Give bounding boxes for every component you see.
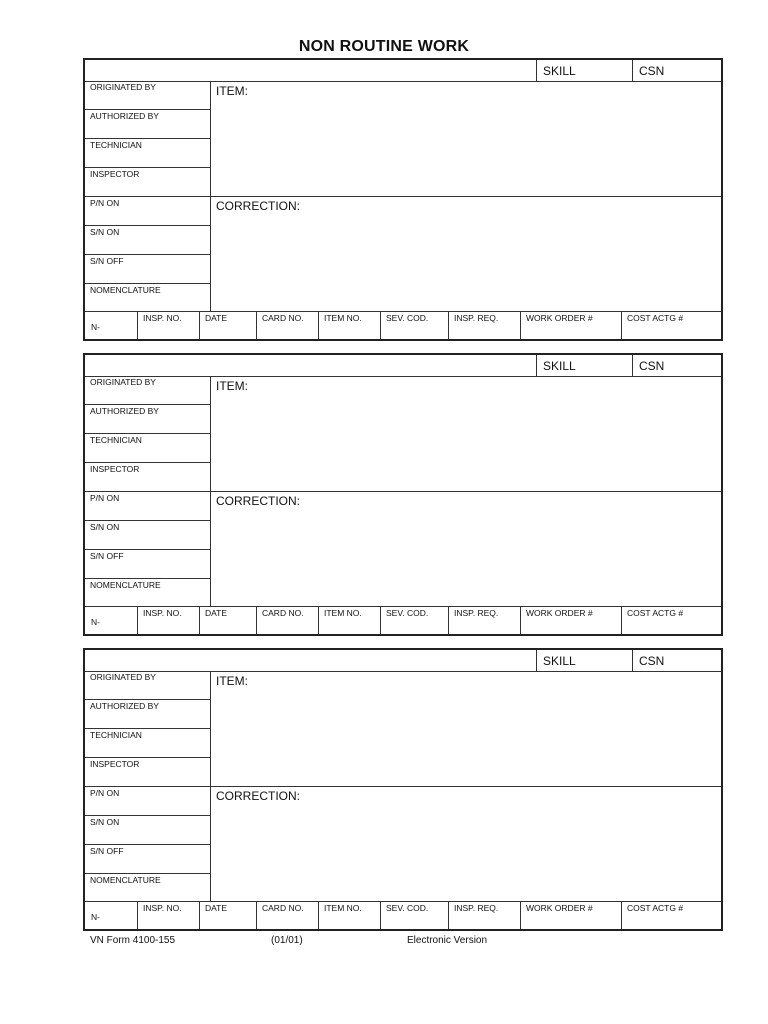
correction-label: CORRECTION: [216, 494, 300, 508]
correction-area[interactable] [211, 197, 721, 311]
field-inspector[interactable] [85, 463, 210, 492]
column-label: CARD NO. [262, 313, 304, 323]
item-label: ITEM: [216, 674, 248, 688]
column-label: INSP. NO. [143, 608, 182, 618]
field-label: P/N ON [90, 788, 120, 798]
cell-insp-no[interactable] [138, 902, 199, 929]
column-label: COST ACTG # [627, 608, 684, 618]
field-label: NOMENCLATURE [90, 580, 161, 590]
correction-label: CORRECTION: [216, 199, 300, 213]
field-nomenclature[interactable] [85, 284, 210, 313]
item-area[interactable] [211, 672, 721, 786]
field-s-n-on[interactable] [85, 816, 210, 845]
cell-date[interactable] [200, 607, 256, 634]
cell-date[interactable] [200, 902, 256, 929]
field-label: NOMENCLATURE [90, 875, 161, 885]
field-s-n-on[interactable] [85, 521, 210, 550]
cell-item-no[interactable] [319, 607, 380, 634]
correction-label: CORRECTION: [216, 789, 300, 803]
field-authorized-by[interactable] [85, 110, 210, 139]
field-label: ORIGINATED BY [90, 672, 156, 682]
cell-card-no[interactable] [257, 607, 318, 634]
field-label: NOMENCLATURE [90, 285, 161, 295]
field-p-n-on[interactable] [85, 197, 210, 226]
csn-label: CSN [639, 359, 665, 373]
column-label: INSP. REQ. [454, 903, 499, 913]
column-label: INSP. REQ. [454, 313, 499, 323]
csn-label: CSN [639, 654, 665, 668]
field-label: S/N ON [90, 227, 120, 237]
column-label: CARD NO. [262, 903, 304, 913]
column-label: DATE [205, 608, 228, 618]
field-authorized-by[interactable] [85, 405, 210, 434]
cell-date[interactable] [200, 312, 256, 339]
column-label: ITEM NO. [324, 313, 362, 323]
cell-insp-req[interactable] [449, 607, 520, 634]
correction-area[interactable] [211, 787, 721, 901]
field-label: ORIGINATED BY [90, 377, 156, 387]
column-label: COST ACTG # [627, 313, 684, 323]
skill-label: SKILL [543, 359, 576, 373]
cell-card-no[interactable] [257, 312, 318, 339]
column-label: INSP. REQ. [454, 608, 499, 618]
field-label: AUTHORIZED BY [90, 111, 159, 121]
item-area[interactable] [211, 377, 721, 491]
field-s-n-off[interactable] [85, 255, 210, 284]
column-label: DATE [205, 313, 228, 323]
cell-sev-cod[interactable] [381, 902, 448, 929]
field-originated-by[interactable] [85, 376, 210, 405]
column-label: DATE [205, 903, 228, 913]
field-technician[interactable] [85, 729, 210, 758]
n-label: N- [91, 912, 100, 922]
column-label: WORK ORDER # [526, 608, 593, 618]
field-p-n-on[interactable] [85, 787, 210, 816]
form-revision: (01/01) [271, 935, 303, 946]
cell-insp-no[interactable] [138, 607, 199, 634]
skill-separator [536, 355, 537, 376]
cell-work-order[interactable] [521, 607, 621, 634]
field-label: S/N OFF [90, 846, 124, 856]
field-label: TECHNICIAN [90, 435, 142, 445]
field-technician[interactable] [85, 434, 210, 463]
nrw-card-1 [83, 58, 723, 341]
column-label: COST ACTG # [627, 903, 684, 913]
cell-insp-req[interactable] [449, 902, 520, 929]
skill-label: SKILL [543, 64, 576, 78]
field-originated-by[interactable] [85, 81, 210, 110]
cell-cost-actg[interactable] [622, 607, 721, 634]
field-label: AUTHORIZED BY [90, 701, 159, 711]
item-label: ITEM: [216, 379, 248, 393]
cell-sev-cod[interactable] [381, 312, 448, 339]
field-s-n-on[interactable] [85, 226, 210, 255]
field-authorized-by[interactable] [85, 700, 210, 729]
item-label: ITEM: [216, 84, 248, 98]
skill-label: SKILL [543, 654, 576, 668]
csn-label: CSN [639, 64, 665, 78]
column-label: ITEM NO. [324, 903, 362, 913]
field-label: P/N ON [90, 493, 120, 503]
field-originated-by[interactable] [85, 671, 210, 700]
field-label: S/N OFF [90, 551, 124, 561]
column-label: WORK ORDER # [526, 903, 593, 913]
n-label: N- [91, 322, 100, 332]
nrw-card-2 [83, 353, 723, 636]
field-label: AUTHORIZED BY [90, 406, 159, 416]
field-label: INSPECTOR [90, 759, 140, 769]
cell-work-order[interactable] [521, 312, 621, 339]
field-label: P/N ON [90, 198, 120, 208]
field-label: S/N ON [90, 817, 120, 827]
cell-sev-cod[interactable] [381, 607, 448, 634]
form-title: NON ROUTINE WORK [298, 38, 470, 55]
csn-separator [632, 650, 633, 671]
column-label: INSP. NO. [143, 313, 182, 323]
correction-area[interactable] [211, 492, 721, 606]
column-label: WORK ORDER # [526, 313, 593, 323]
skill-separator [536, 650, 537, 671]
nrw-card-3 [83, 648, 723, 931]
field-label: ORIGINATED BY [90, 82, 156, 92]
field-label: TECHNICIAN [90, 730, 142, 740]
column-label: CARD NO. [262, 608, 304, 618]
skill-separator [536, 60, 537, 81]
field-inspector[interactable] [85, 758, 210, 787]
field-label: INSPECTOR [90, 169, 140, 179]
csn-separator [632, 355, 633, 376]
column-label: ITEM NO. [324, 608, 362, 618]
column-label: SEV. COD. [386, 313, 429, 323]
field-p-n-on[interactable] [85, 492, 210, 521]
cell-insp-req[interactable] [449, 312, 520, 339]
form-version: Electronic Version [407, 935, 488, 946]
field-nomenclature[interactable] [85, 874, 210, 903]
cell-work-order[interactable] [521, 902, 621, 929]
cell-card-no[interactable] [257, 902, 318, 929]
field-nomenclature[interactable] [85, 579, 210, 608]
field-label: S/N OFF [90, 256, 124, 266]
field-s-n-off[interactable] [85, 845, 210, 874]
field-s-n-off[interactable] [85, 550, 210, 579]
csn-separator [632, 60, 633, 81]
column-label: SEV. COD. [386, 903, 429, 913]
field-inspector[interactable] [85, 168, 210, 197]
form-number: VN Form 4100-155 [90, 935, 176, 946]
cell-cost-actg[interactable] [622, 902, 721, 929]
item-area[interactable] [211, 82, 721, 196]
field-label: TECHNICIAN [90, 140, 142, 150]
n-label: N- [91, 617, 100, 627]
column-label: SEV. COD. [386, 608, 429, 618]
field-technician[interactable] [85, 139, 210, 168]
cell-item-no[interactable] [319, 902, 380, 929]
cell-cost-actg[interactable] [622, 312, 721, 339]
column-label: INSP. NO. [143, 903, 182, 913]
cell-item-no[interactable] [319, 312, 380, 339]
cell-insp-no[interactable] [138, 312, 199, 339]
field-label: S/N ON [90, 522, 120, 532]
field-label: INSPECTOR [90, 464, 140, 474]
